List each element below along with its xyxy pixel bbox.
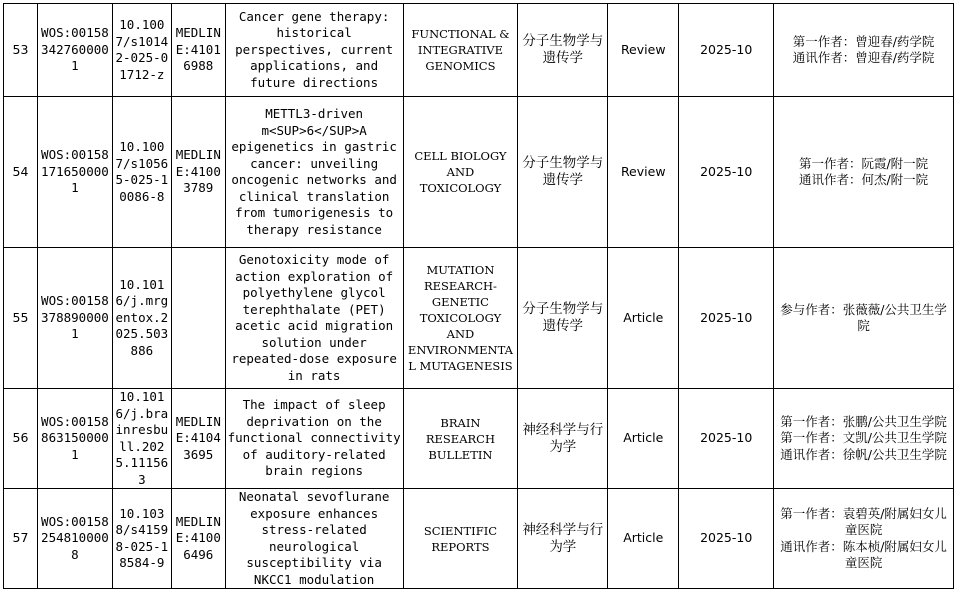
doi: 10.1016/j.brainresbull.2025.111563 bbox=[112, 389, 171, 489]
row-number: 57 bbox=[4, 489, 38, 589]
journal-name: SCIENTIFIC REPORTS bbox=[403, 489, 518, 589]
doi: 10.1007/s10565-025-10086-8 bbox=[112, 97, 171, 248]
row-number: 56 bbox=[4, 389, 38, 489]
publication-date: 2025-10 bbox=[679, 248, 774, 389]
article-title: Cancer gene therapy: historical perspectives, current applications, and future directions bbox=[225, 4, 403, 97]
article-title: Genotoxicity mode of action exploration of polyethylene glycol terephthalate (PET) acetic acid migration solution under repeated-dose exposure in rats bbox=[225, 248, 403, 389]
wos-id: WOS:001583788900001 bbox=[37, 248, 112, 389]
subject-category: 分子生物学与遗传学 bbox=[518, 4, 608, 97]
medline-id bbox=[171, 248, 225, 389]
subject-category: 神经科学与行为学 bbox=[518, 489, 608, 589]
author-info bbox=[774, 489, 954, 589]
medline-id: MEDLINE:41006496 bbox=[171, 489, 225, 589]
article-title: METTL3-driven m<SUP>6</SUP>A epigenetics in gastric cancer: unveiling oncogenic networks and clinical translation from tumorigenesis to therapy resistance bbox=[225, 97, 403, 248]
author-line: 第一作者：曾迎春/药学院 bbox=[792, 33, 935, 49]
wos-id: WOS:001582548100008 bbox=[37, 489, 112, 589]
publication-date: 2025-10 bbox=[679, 4, 774, 97]
document-type: Review bbox=[608, 4, 679, 97]
author-info bbox=[774, 248, 954, 389]
wos-id: WOS:001581716500001 bbox=[37, 97, 112, 248]
journal-name: FUNCTIONAL & INTEGRATIVE GENOMICS bbox=[403, 4, 518, 97]
medline-id: MEDLINE:41043695 bbox=[171, 389, 225, 489]
doi: 10.1016/j.mrgentox.2025.503886 bbox=[112, 248, 171, 389]
journal-name: MUTATION RESEARCH-GENETIC TOXICOLOGY AND ENVIRONMENTAL MUTAGENESIS bbox=[403, 248, 518, 389]
author-line: 第一作者：袁碧英/附属妇女儿童医院 bbox=[780, 505, 947, 537]
author-info bbox=[774, 97, 954, 248]
document-type: Article bbox=[608, 248, 679, 389]
subject-category: 分子生物学与遗传学 bbox=[518, 97, 608, 248]
author-info bbox=[774, 4, 954, 97]
table-row bbox=[4, 4, 954, 97]
author-info bbox=[774, 389, 954, 489]
author-line: 通讯作者：何杰/附一院 bbox=[798, 172, 929, 187]
article-title: Neonatal sevoflurane exposure enhances stress-related neurological susceptibility via NKCC1 modulation bbox=[225, 489, 403, 589]
doi: 10.1038/s41598-025-18584-9 bbox=[112, 489, 171, 589]
publication-date: 2025-10 bbox=[679, 389, 774, 489]
journal-name: BRAIN RESEARCH BULLETIN bbox=[403, 389, 518, 489]
table-row bbox=[4, 248, 954, 389]
author-line: 通讯作者：陈本桢/附属妇女儿童医院 bbox=[780, 538, 947, 570]
subject-category: 分子生物学与遗传学 bbox=[518, 248, 608, 389]
publication-date: 2025-10 bbox=[679, 489, 774, 589]
article-title: The impact of sleep deprivation on the functional connectivity of auditory-related brain regions bbox=[225, 389, 403, 489]
document-type: Article bbox=[608, 389, 679, 489]
table-row bbox=[4, 97, 954, 248]
subject-category: 神经科学与行为学 bbox=[518, 389, 608, 489]
document-type: Article bbox=[608, 489, 679, 589]
doi: 10.1007/s10142-025-01712-z bbox=[112, 4, 171, 97]
table-row bbox=[4, 489, 954, 589]
row-number: 54 bbox=[4, 97, 38, 248]
author-line: 参与作者：张薇薇/公共卫生学院 bbox=[780, 301, 947, 333]
author-line: 通讯作者：曾迎春/药学院 bbox=[792, 50, 935, 65]
author-line: 第一作者：阮霞/附一院 bbox=[798, 155, 929, 171]
author-line: 第一作者：文凯/公共卫生学院 bbox=[780, 430, 947, 446]
wos-id: WOS:001583427600001 bbox=[37, 4, 112, 97]
medline-id: MEDLINE:41016988 bbox=[171, 4, 225, 97]
row-number: 55 bbox=[4, 248, 38, 389]
journal-name: CELL BIOLOGY AND TOXICOLOGY bbox=[403, 97, 518, 248]
publication-table bbox=[3, 3, 954, 589]
author-line: 通讯作者：徐帆/公共卫生学院 bbox=[780, 446, 947, 462]
publication-date: 2025-10 bbox=[679, 97, 774, 248]
wos-id: WOS:001588631500001 bbox=[37, 389, 112, 489]
row-number: 53 bbox=[4, 4, 38, 97]
medline-id: MEDLINE:41003789 bbox=[171, 97, 225, 248]
document-type: Review bbox=[608, 97, 679, 248]
author-line: 第一作者：张鹏/公共卫生学院 bbox=[780, 413, 947, 429]
table-row bbox=[4, 389, 954, 489]
